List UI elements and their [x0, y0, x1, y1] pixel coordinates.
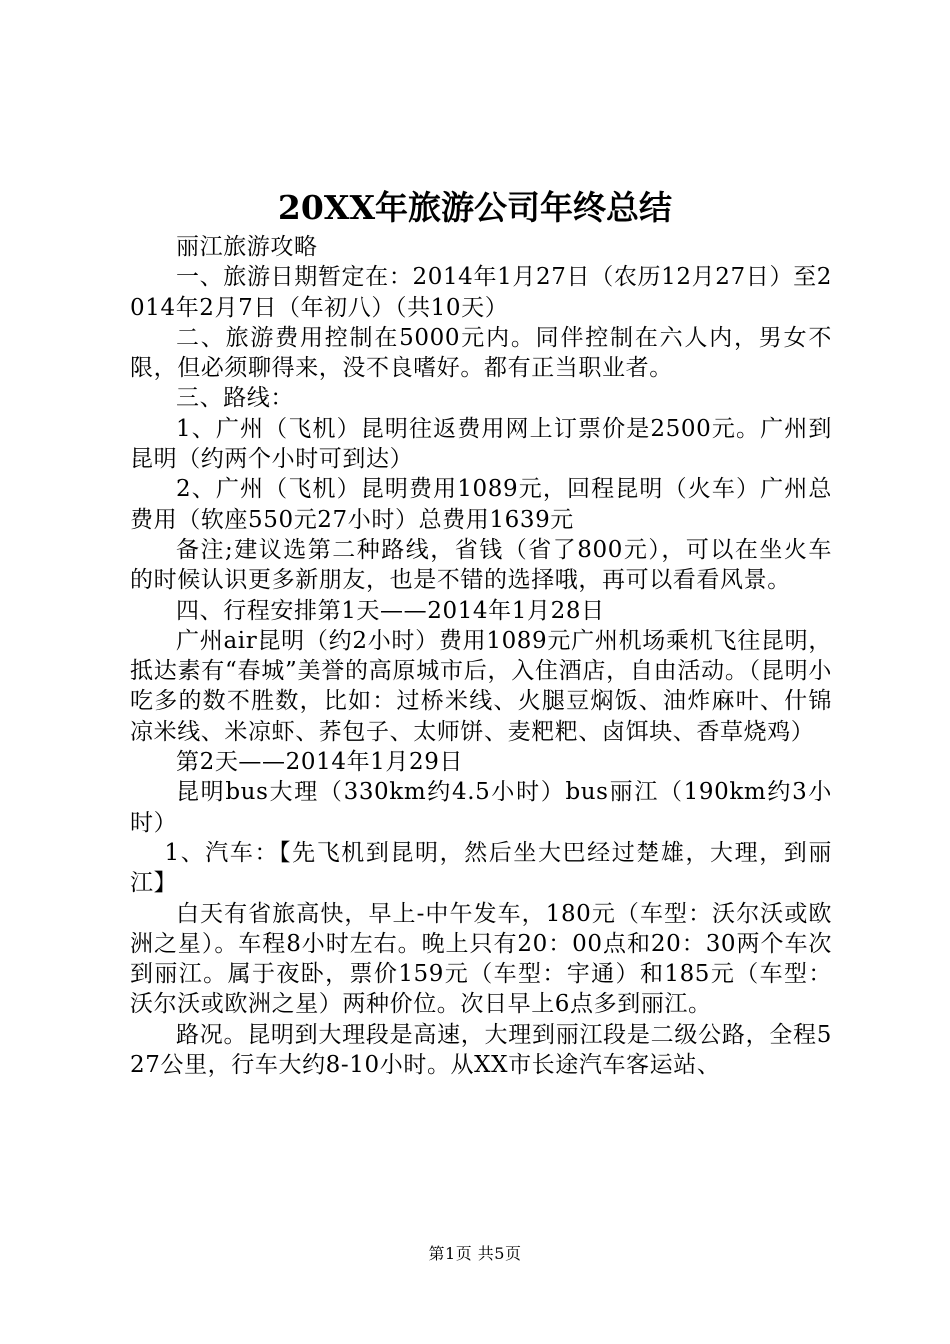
document-title: 20XX年旅游公司年终总结 [277, 188, 673, 227]
paragraph: 广州air昆明（约2小时）费用1089元广州机场乘机飞往昆明，抵达素有“春城”美誉的高原城市后，入住酒店，自由活动。（昆明小吃多的数不胜数，比如：过桥米线、火腿豆焖饭、油炸麻叶、什锦凉米线、米凉虾、荞包子、太师饼、麦粑粑、卤饵块、香草烧鸡） [130, 627, 832, 745]
paragraph: 丽江旅游攻略 [176, 234, 318, 260]
paragraph: 一、旅游日期暂定在：2014年1月27日（农历12月27日）至2014年2月7日（年初八）（共10天） [130, 264, 832, 321]
paragraph: 2、广州（飞机）昆明费用1089元，回程昆明（火车）广州总费用（软座550元27小时）总费用1639元 [130, 476, 832, 533]
document-body [130, 232, 832, 1080]
paragraph: 1、汽车：【先飞机到昆明，然后坐大巴经过楚雄，大理，到丽江】 [130, 839, 832, 897]
paragraph: 二、旅游费用控制在5000元内。同伴控制在六人内，男女不限，但必须聊得来，没不良嗜好。都有正当职业者。 [130, 324, 832, 382]
paragraph: 昆明bus大理（330km约4.5小时）bus丽江（190km约3小时） [130, 779, 832, 836]
paragraph: 四、行程安排第1天——2014年1月28日 [176, 597, 605, 624]
paragraph: 1、广州（飞机）昆明往返费用网上订票价是2500元。广州到昆明（约两个小时可到达） [130, 415, 832, 473]
paragraph: 路况。昆明到大理段是高速，大理到丽江段是二级公路，全程527公里，行车大约8-10小时。从XX市长途汽车客运站、 [130, 1021, 832, 1079]
page-footer: 第1页 共5页 [428, 1244, 522, 1263]
paragraph: 第2天——2014年1月29日 [176, 749, 464, 776]
paragraph: 备注;建议选第二种路线，省钱（省了800元），可以在坐火车的时候认识更多新朋友，也是不错的选择哦，再可以看看风景。 [130, 536, 832, 594]
paragraph: 三、路线： [176, 385, 294, 412]
paragraph: 白天有省旅高快，早上-中午发车，180元（车型：沃尔沃或欧洲之星）。车程8小时左右。晚上只有20：00点和20：30两个车次到丽江。属于夜卧，票价159元（车型：宇通）和185元（车型：沃尔沃或欧洲之星）两种价位。次日早上6点多到丽江。 [130, 900, 832, 1018]
